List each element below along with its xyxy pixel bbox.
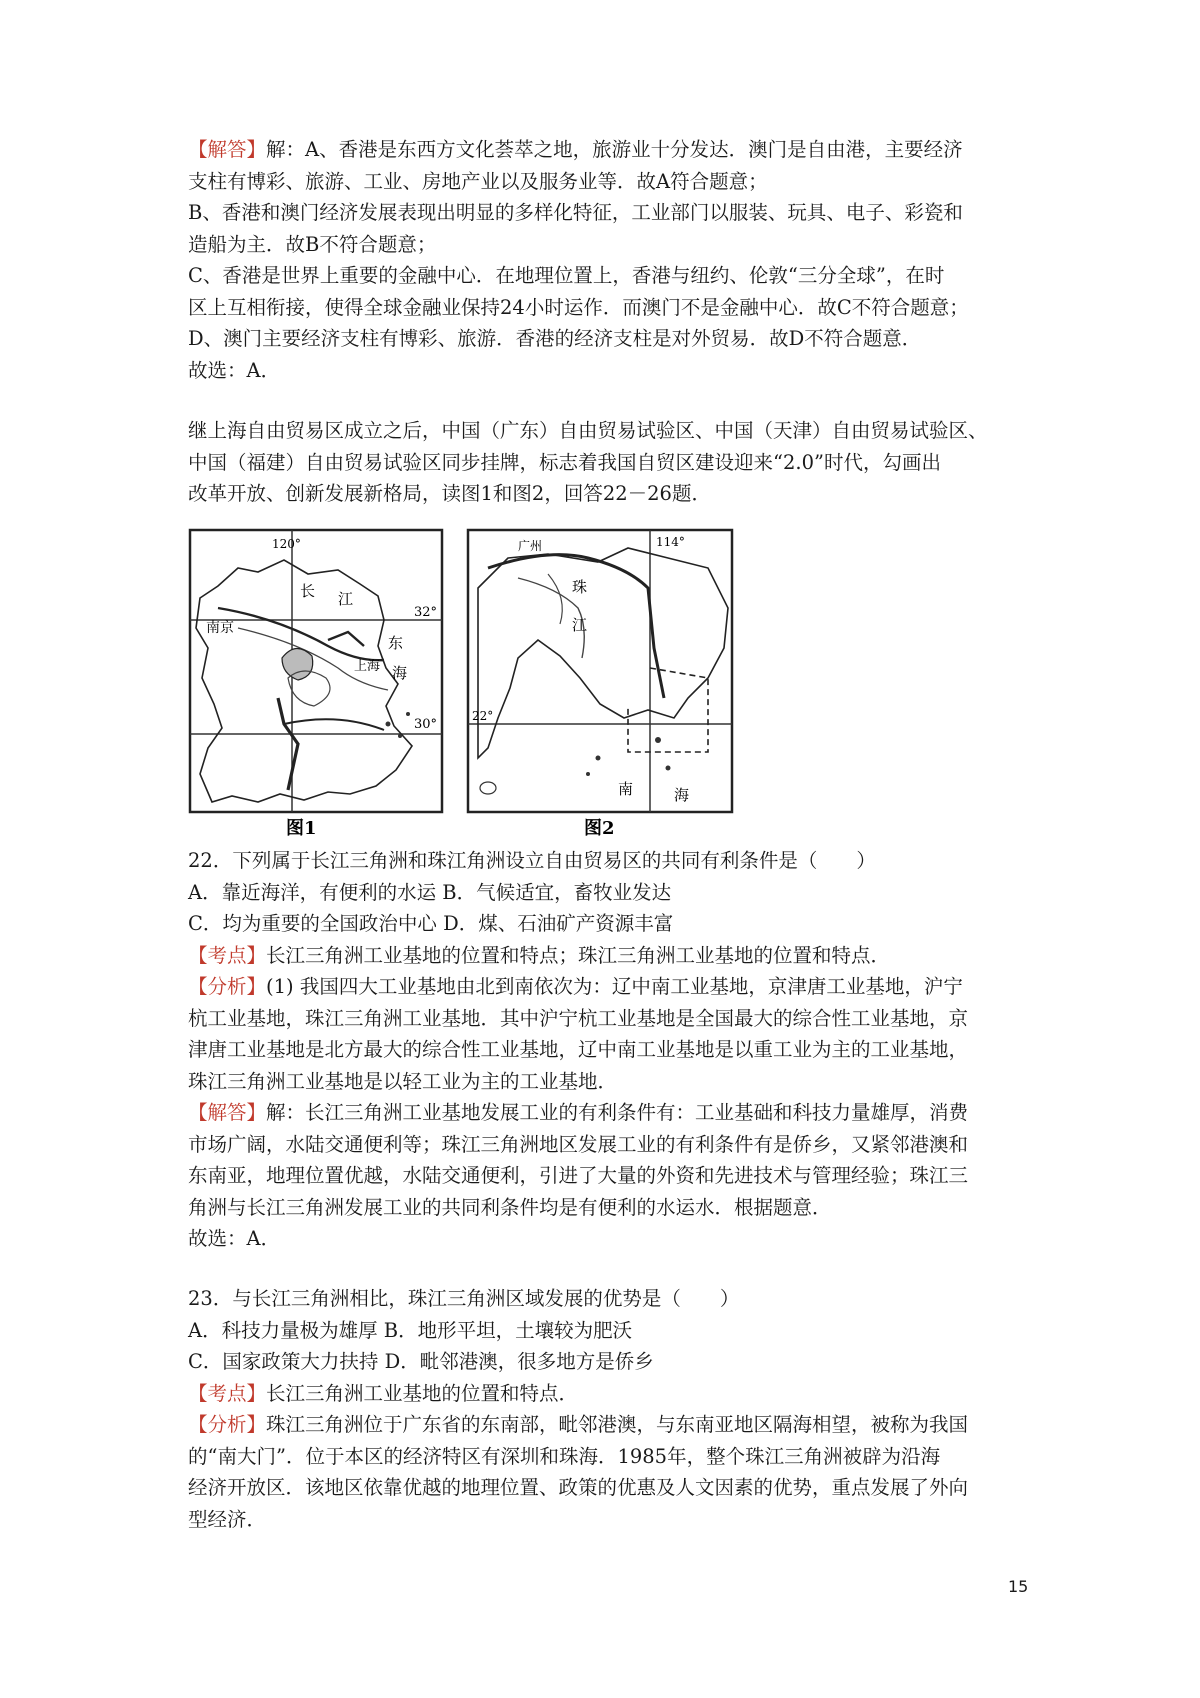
text-line (188, 415, 1038, 447)
line-text: 长江三角洲工业基地的位置和特点． (266, 1381, 579, 1405)
text-line (188, 1066, 1038, 1098)
text-line (188, 355, 1038, 387)
line-text: 解：A、香港是东西方文化荟萃之地，旅游业十分发达．澳门是自由港，主要经济 (266, 138, 963, 161)
figure1-shanghai-label: 上海 (354, 659, 381, 674)
text-line (188, 1346, 1038, 1378)
line-text: 津唐工业基地是北方最大的综合性工业基地，辽中南工业基地是以重工业为主的工业基地， (188, 1038, 969, 1061)
text-line (188, 260, 1038, 292)
text-line (188, 940, 1038, 972)
figure1-chang-label: 长 (300, 582, 316, 600)
intro-paragraph (188, 415, 1038, 510)
text-line (188, 1315, 1038, 1347)
line-text: 故选：A． (188, 358, 281, 382)
page-number: 15 (1008, 1577, 1029, 1596)
text-line (188, 1003, 1038, 1035)
line-text: 23．与长江三角洲相比，珠江三角洲区域发展的优势是（ ） (188, 1287, 740, 1310)
figure1-dong-label: 东 (388, 634, 404, 652)
figure2-lon-label: 114° (656, 535, 685, 549)
figure2-hai-label: 海 (674, 786, 690, 804)
text-line (188, 1472, 1038, 1504)
line-text: (1) 我国四大工业基地由北到南依次为：辽中南工业基地，京津唐工业基地，沪宁 (266, 975, 963, 998)
line-text: 故选：A． (188, 1227, 281, 1250)
line-text: C．均为重要的全国政治中心 D．煤、石油矿产资源丰富 (188, 912, 674, 935)
figure1-map (190, 530, 442, 839)
figure2-guangzhou-label: 广州 (518, 539, 543, 553)
line-text: 造船为主．故B不符合题意； (188, 232, 437, 256)
line-text: 角洲与长江三角洲发展工业的共同利条件均是有便利的水运水．根据题意． (188, 1195, 832, 1219)
figure1-hai-label: 海 (392, 664, 408, 682)
line-text: 支柱有博彩、旅游、工业、房地产业以及服务业等．故A符合题意； (188, 169, 768, 193)
map-figures (188, 528, 768, 840)
answer-tag: 【解答】 (188, 138, 267, 161)
text-line (188, 134, 1038, 166)
line-text: 区上互相衔接，使得全球金融业保持24小时运作．而澳门不是金融中心．故C不符合题意； (188, 295, 969, 319)
text-line (188, 1129, 1038, 1161)
text-line (188, 1097, 1038, 1129)
line-text: 珠江三角洲位于广东省的东南部，毗邻港澳，与东南亚地区隔海相望，被称为我国 (266, 1413, 969, 1436)
figure1-lat32-label: 32° (414, 605, 438, 620)
line-text: 型经济． (188, 1507, 267, 1531)
text-line (188, 292, 1038, 324)
line-text: 的“南大门”．位于本区的经济特区有深圳和珠海．1985年，整个珠江三角洲被辟为沿海 (188, 1444, 941, 1468)
map-figures-svg (188, 528, 768, 840)
fenxi-tag: 【分析】 (188, 1413, 267, 1436)
figure1-lon-label: 120° (272, 537, 301, 551)
line-text: 解：长江三角洲工业基地发展工业的有利条件有：工业基础和科技力量雄厚，消费 (266, 1101, 969, 1124)
line-text: 改革开放、创新发展新格局，读图1和图2，回答22－26题． (188, 482, 711, 505)
text-line (188, 1409, 1038, 1441)
line-text: 经济开放区．该地区依靠优越的地理位置、政策的优惠及人文因素的优势，重点发展了外向 (188, 1476, 969, 1499)
figure1-jiang-label: 江 (338, 590, 354, 608)
figure2-jiang-label: 江 (572, 616, 588, 634)
text-line (188, 229, 1038, 261)
kaodian-tag: 【考点】 (188, 1381, 267, 1405)
text-line (188, 1283, 1038, 1315)
line-text: 继上海自由贸易区成立之后，中国（广东）自由贸易试验区、中国（天津）自由贸易试验区、 (188, 419, 988, 442)
line-text: B、香港和澳门经济发展表现出明显的多样化特征，工业部门以服装、玩具、电子、彩瓷和 (188, 201, 963, 224)
text-line (188, 197, 1038, 229)
figure2-nan-label: 南 (618, 780, 634, 798)
figure2-zhu-label: 珠 (572, 578, 588, 596)
line-text: 长江三角洲工业基地的位置和特点；珠江三角洲工业基地的位置和特点． (266, 943, 891, 967)
line-text: D、澳门主要经济支柱有博彩、旅游．香港的经济支柱是对外贸易．故D不符合题意． (188, 327, 922, 350)
figure1-lat30-label: 30° (414, 717, 438, 732)
q21-answer-section (188, 134, 1038, 386)
line-text: 22．下列属于长江三角洲和珠江角洲设立自由贸易区的共同有利条件是（ ） (188, 849, 876, 872)
figure1-nanjing-label: 南京 (206, 620, 234, 636)
answer-tag: 【解答】 (188, 1101, 267, 1124)
q23-section (188, 1283, 1038, 1535)
text-line (188, 1223, 1038, 1255)
line-text: A．科技力量极为雄厚 B．地形平坦，土壤较为肥沃 (188, 1318, 633, 1342)
text-line (188, 166, 1038, 198)
text-line (188, 1160, 1038, 1192)
line-text: 东南亚，地理位置优越，水陆交通便利，引进了大量的外资和先进技术与管理经验；珠江三 (188, 1164, 969, 1187)
figure2-caption: 图2 (584, 818, 615, 839)
text-line (188, 1441, 1038, 1473)
figure2-lat-label: 22° (472, 709, 494, 723)
fenxi-tag: 【分析】 (188, 975, 267, 998)
text-line (188, 877, 1038, 909)
text-line (188, 478, 1038, 510)
text-line (188, 323, 1038, 355)
line-text: 珠江三角洲工业基地是以轻工业为主的工业基地． (188, 1069, 618, 1093)
figure2-map (468, 530, 732, 839)
line-text: 杭工业基地，珠江三角洲工业基地．其中沪宁杭工业基地是全国最大的综合性工业基地，京 (188, 1006, 969, 1030)
text-line (188, 447, 1038, 479)
text-line (188, 971, 1038, 1003)
q22-section (188, 845, 1038, 1255)
text-line (188, 1378, 1038, 1410)
line-text: C．国家政策大力扶持 D．毗邻港澳，很多地方是侨乡 (188, 1350, 654, 1373)
kaodian-tag: 【考点】 (188, 943, 267, 967)
text-line (188, 1192, 1038, 1224)
line-text: 市场广阔，水陆交通便利等；珠江三角洲地区发展工业的有利条件有是侨乡，又紧邻港澳和 (188, 1132, 969, 1156)
text-line (188, 1034, 1038, 1066)
line-text: A．靠近海洋，有便利的水运 B．气候适宜，畜牧业发达 (188, 880, 672, 904)
line-text: C、香港是世界上重要的金融中心．在地理位置上，香港与纽约、伦敦“三分全球”，在时 (188, 264, 945, 287)
text-line (188, 908, 1038, 940)
text-line (188, 845, 1038, 877)
line-text: 中国（福建）自由贸易试验区同步挂牌，标志着我国自贸区建设迎来“2.0”时代，勾画出 (188, 450, 941, 474)
text-line (188, 1504, 1038, 1536)
figure1-caption: 图1 (286, 818, 317, 839)
